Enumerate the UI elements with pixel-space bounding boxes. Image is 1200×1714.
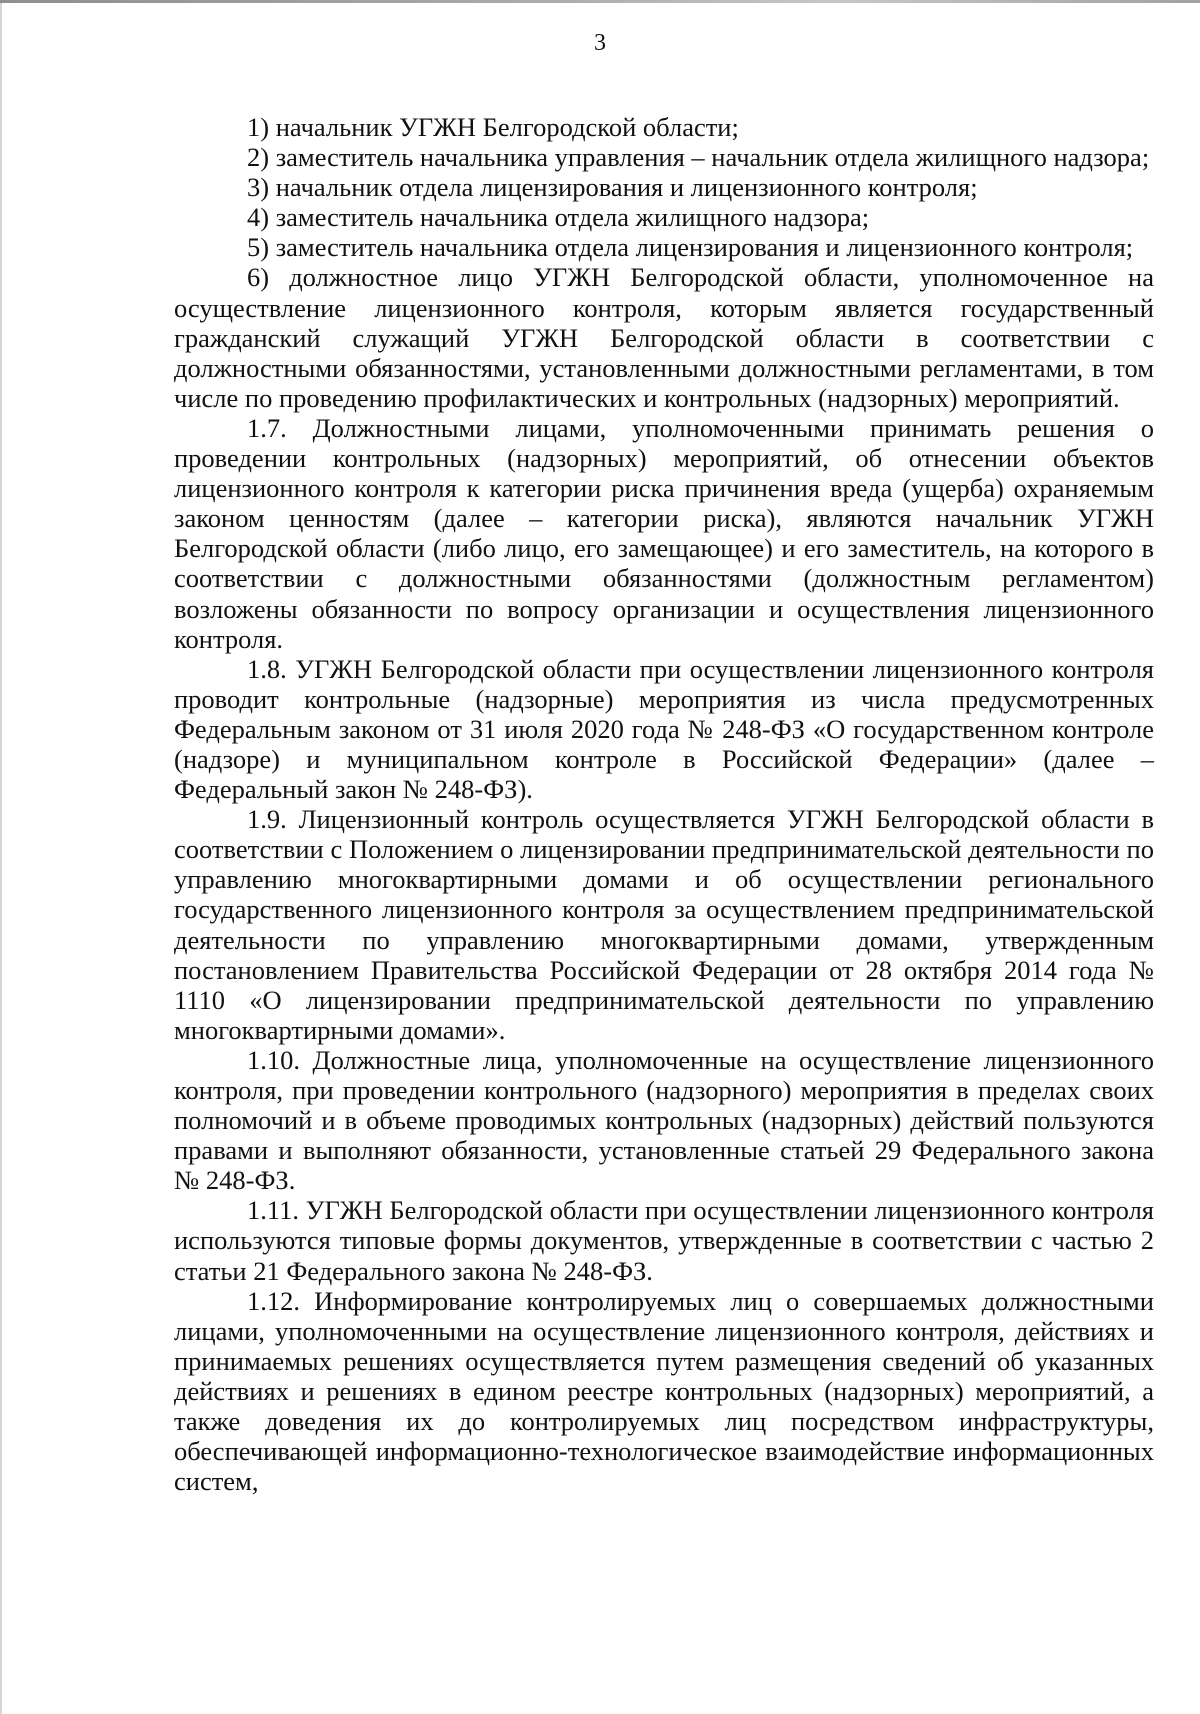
paragraph-1-7: 1.7. Должностными лицами, уполномоченными принимать решения о проведении контрольных (надзорных) мероприятий, об отнесении объектов лицензионного контроля к категории риска причинения вреда (ущерба) охраняемым законом ценностям (далее – категории риска), являются начальник УГЖН Белгородской области (либо лицо, его замещающее) и его заместитель, на которого в соответствии с должностными обязанностями (должностным регламентом) возложены обязанности по вопросу организации и осуществления лицензионного контроля. (174, 412, 1154, 654)
scan-top-edge (0, 0, 1200, 3)
paragraph-item-2: 2) заместитель начальника управления – начальник отдела жилищного надзора; (247, 142, 1150, 173)
paragraph-1-8: 1.8. УГЖН Белгородской области при осуществлении лицензионного контроля проводит контрольные (надзорные) мероприятия из числа предусмотренных Федеральным законом от 31 июля 2020 года № 248-ФЗ «О государственном контроле (надзоре) и муниципальном контроле в Российской Федерации» (далее – Федеральный закон № 248-ФЗ). (174, 653, 1154, 805)
paragraph-item-5: 5) заместитель начальника отдела лицензирования и лицензионного контроля; (247, 232, 1134, 263)
paragraph-1-12: 1.12. Информирование контролируемых лиц о совершаемых должностными лицами, уполномоченными на осуществление лицензионного контроля, действиях и принимаемых решениях осуществляется путем размещения сведений об указанных действиях и решениях в едином реестре контрольных (надзорных) мероприятий, а также доведения их до контролируемых лиц посредством инфраструктуры, обеспечивающей информационно-технологическое взаимодействие информационных систем, (174, 1285, 1154, 1497)
paragraph-item-3: 3) начальник отдела лицензирования и лицензионного контроля; (247, 172, 978, 203)
page-number: 3 (594, 30, 606, 56)
scan-left-edge (0, 0, 2, 1714)
paragraph-item-6: 6) должностное лицо УГЖН Белгородской области, уполномоченное на осуществление лицензионного контроля, которым является государственный гражданский служащий УГЖН Белгородской области в соответствии с должностными обязанностями, установленными должностными регламентами, в том числе по проведению профилактических и контрольных (надзорных) мероприятий. (174, 262, 1154, 413)
paragraph-1-9: 1.9. Лицензионный контроль осуществляется УГЖН Белгородской области в соответствии с Положением о лицензировании предпринимательской деятельности по управлению многоквартирными домами и об осуществлении регионального государственного лицензионного контроля за осуществлением предпринимательской деятельности по управлению многоквартирными домами, утвержденным постановлением Правительства Российской Федерации от 28 октября 2014 года № 1110 «О лицензировании предпринимательской деятельности по управлению многоквартирными домами». (174, 804, 1154, 1045)
paragraph-1-10: 1.10. Должностные лица, уполномоченные на осуществление лицензионного контроля, при проведении контрольного (надзорного) мероприятия в пределах своих полномочий и в объеме проводимых контрольных (надзорных) действий пользуются правами и выполняют обязанности, установленные статьей 29 Федерального закона № 248-ФЗ. (174, 1044, 1154, 1196)
document-body (174, 112, 1154, 1496)
paragraph-item-1: 1) начальник УГЖН Белгородской области; (247, 112, 739, 142)
paragraph-1-11: 1.11. УГЖН Белгородской области при осуществлении лицензионного контроля используются типовые формы документов, утвержденные в соответствии с частью 2 статьи 21 Федерального закона № 248-ФЗ. (174, 1195, 1154, 1286)
paragraph-item-4: 4) заместитель начальника отдела жилищного надзора; (247, 202, 870, 233)
